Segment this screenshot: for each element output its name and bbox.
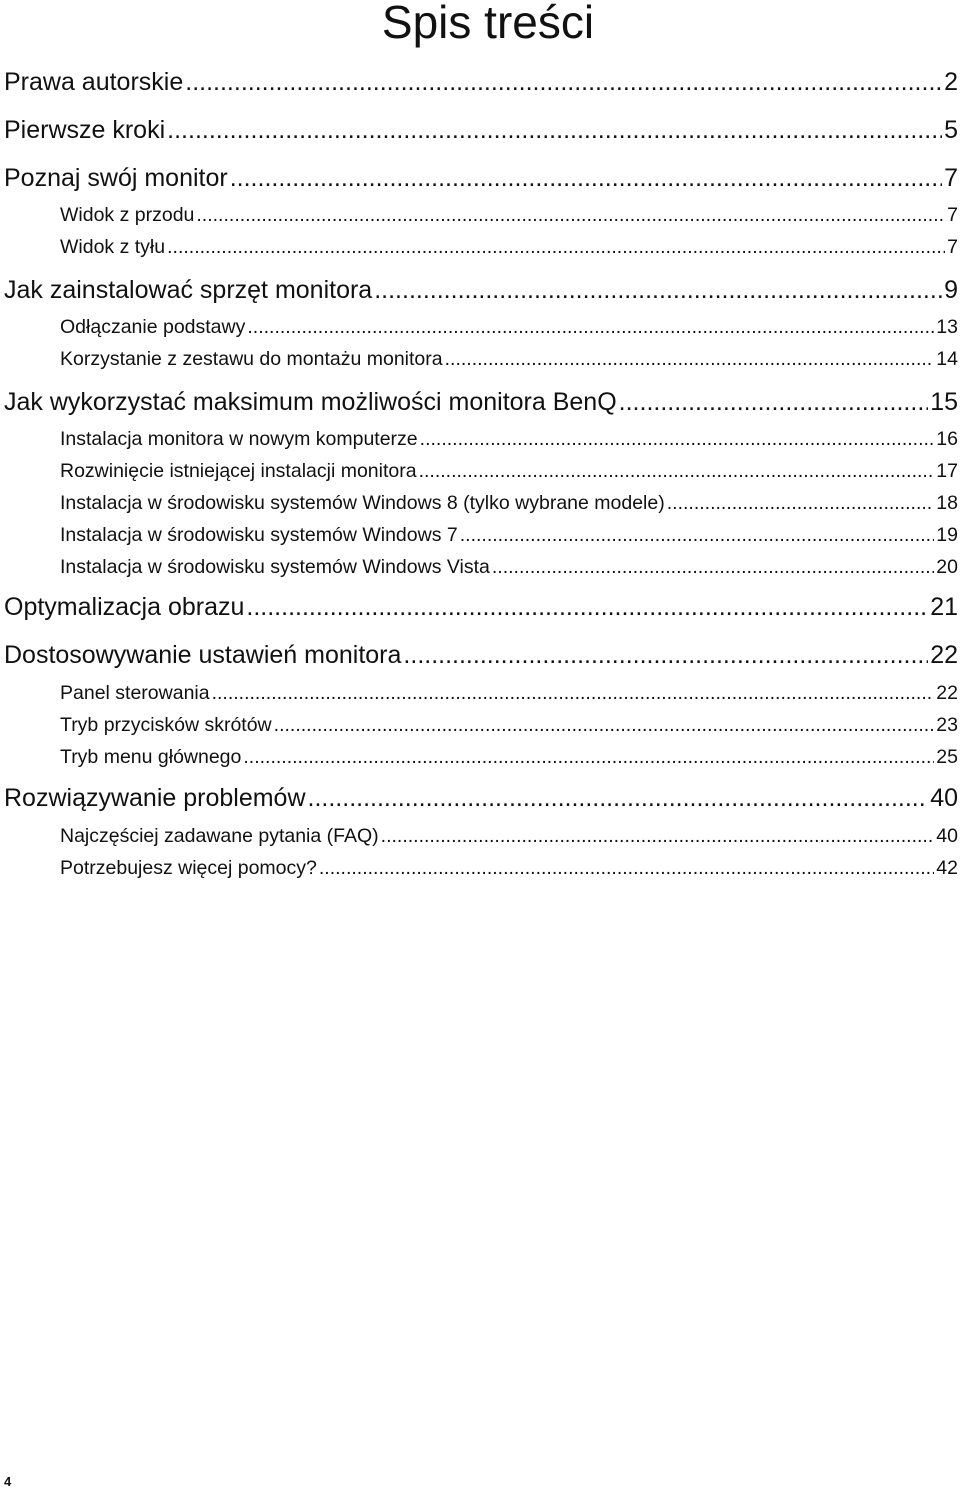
toc-entry-widok-z-tylu[interactable] <box>60 236 958 262</box>
toc-entry-jak-wykorzystac-maksimum[interactable] <box>4 388 958 420</box>
toc-entry-label: Rozwinięcie istniejącej instalacji monitora <box>60 460 417 482</box>
toc-entry-label: Panel sterowania <box>60 682 210 704</box>
toc-entry-page: 15 <box>930 388 958 416</box>
toc-entry-label: Jak zainstalować sprzęt monitora <box>4 276 373 304</box>
toc-entry-page: 5 <box>944 116 958 144</box>
toc-entry-page: 40 <box>930 784 958 812</box>
toc-entry-label: Instalacja w środowisku systemów Windows 7 <box>60 524 458 546</box>
dot-leader <box>167 116 942 145</box>
toc-entry-label: Instalacja w środowisku systemów Windows 8 (tylko wybrane modele) <box>60 492 665 514</box>
toc-entry-page: 22 <box>936 682 958 704</box>
toc-entry-instalacja-w-nowym-komputerze[interactable] <box>60 428 958 454</box>
dot-leader <box>185 68 942 97</box>
toc-entry-page: 9 <box>944 276 958 304</box>
toc-entry-label: Instalacja monitora w nowym komputerze <box>60 428 418 450</box>
dot-leader <box>308 784 929 813</box>
toc-entry-label: Dostosowywanie ustawień monitora <box>4 641 402 669</box>
toc-entry-label: Instalacja w środowisku systemów Windows Vista <box>60 556 490 578</box>
toc-entry-optymalizacja-obrazu[interactable] <box>4 593 958 625</box>
toc-entry-rozwiniecie-instalacji[interactable] <box>60 460 958 486</box>
toc-entry-poznaj-swoj-monitor[interactable] <box>4 164 958 196</box>
toc-entry-page: 13 <box>936 316 958 338</box>
toc-entry-wiecej-pomocy[interactable] <box>60 857 958 883</box>
toc-entry-label: Rozwiązywanie problemów <box>4 784 306 812</box>
toc-entry-page: 7 <box>947 204 958 226</box>
page-number: 4 <box>4 1474 12 1489</box>
toc-entry-page: 2 <box>944 68 958 96</box>
toc-entry-label: Pierwsze kroki <box>4 116 166 144</box>
toc-entry-page: 22 <box>930 641 958 669</box>
toc-entry-windows-7[interactable] <box>60 524 958 550</box>
toc-entry-page: 21 <box>930 593 958 621</box>
dot-leader <box>274 714 935 737</box>
toc-entry-windows-8[interactable] <box>60 492 958 518</box>
dot-leader <box>381 825 935 848</box>
dot-leader <box>243 746 934 769</box>
toc-entry-tryb-przyciskow-skrotow[interactable] <box>60 714 958 740</box>
page-title: Spis treści <box>381 0 595 48</box>
toc-entry-label: Korzystanie z zestawu do montażu monitora <box>60 348 443 370</box>
dot-leader <box>403 641 928 670</box>
dot-leader <box>319 857 934 880</box>
toc-entry-label: Prawa autorskie <box>4 68 184 96</box>
toc-entry-page: 7 <box>944 164 958 192</box>
dot-leader <box>619 388 929 417</box>
dot-leader <box>167 236 945 259</box>
dot-leader <box>667 492 935 515</box>
dot-leader <box>419 460 935 483</box>
dot-leader <box>420 428 935 451</box>
toc-entry-dostosowywanie-ustawien[interactable] <box>4 641 958 673</box>
toc-entry-label: Najczęściej zadawane pytania (FAQ) <box>60 825 379 847</box>
toc-entry-label: Widok z tyłu <box>60 236 166 258</box>
toc-entry-tryb-menu-glownego[interactable] <box>60 746 958 772</box>
toc-entry-label: Widok z przodu <box>60 204 195 226</box>
dot-leader <box>374 276 942 305</box>
dot-leader <box>492 556 934 579</box>
toc-entry-page: 23 <box>936 714 958 736</box>
toc-entry-page: 25 <box>936 746 958 768</box>
toc-entry-label: Optymalizacja obrazu <box>4 593 245 621</box>
dot-leader <box>196 204 945 227</box>
toc-entry-jak-zainstalowac-sprzet[interactable] <box>4 276 958 308</box>
toc-entry-label: Potrzebujesz więcej pomocy? <box>60 857 317 879</box>
toc-entry-label: Tryb przycisków skrótów <box>60 714 272 736</box>
toc-entry-label: Poznaj swój monitor <box>4 164 228 192</box>
toc-entry-panel-sterowania[interactable] <box>60 682 958 708</box>
toc-entry-label: Tryb menu głównego <box>60 746 242 768</box>
dot-leader <box>247 316 934 339</box>
toc-entry-page: 19 <box>936 524 958 546</box>
toc-entry-label: Odłączanie podstawy <box>60 316 246 338</box>
dot-leader <box>445 348 935 371</box>
toc-entry-pierwsze-kroki[interactable] <box>4 116 958 148</box>
toc-entry-rozwiazywanie-problemow[interactable] <box>4 784 958 816</box>
toc-entry-page: 40 <box>936 825 958 847</box>
toc-entry-windows-vista[interactable] <box>60 556 958 582</box>
toc-entry-widok-z-przodu[interactable] <box>60 204 958 230</box>
toc-entry-odlaczanie-podstawy[interactable] <box>60 316 958 342</box>
toc-entry-prawa-autorskie[interactable] <box>4 68 958 100</box>
toc-entry-korzystanie-z-zestawu[interactable] <box>60 348 958 374</box>
toc-entry-page: 14 <box>936 348 958 370</box>
toc-entry-label: Jak wykorzystać maksimum możliwości monitora BenQ <box>4 388 617 416</box>
dot-leader <box>460 524 935 547</box>
toc-entry-faq[interactable] <box>60 825 958 851</box>
toc-entry-page: 18 <box>936 492 958 514</box>
dot-leader <box>230 164 942 193</box>
toc-entry-page: 17 <box>936 460 958 482</box>
dot-leader <box>246 593 928 622</box>
toc-entry-page: 7 <box>947 236 958 258</box>
toc-entry-page: 42 <box>936 857 958 879</box>
dot-leader <box>212 682 935 705</box>
toc-entry-page: 20 <box>936 556 958 578</box>
toc-entry-page: 16 <box>936 428 958 450</box>
